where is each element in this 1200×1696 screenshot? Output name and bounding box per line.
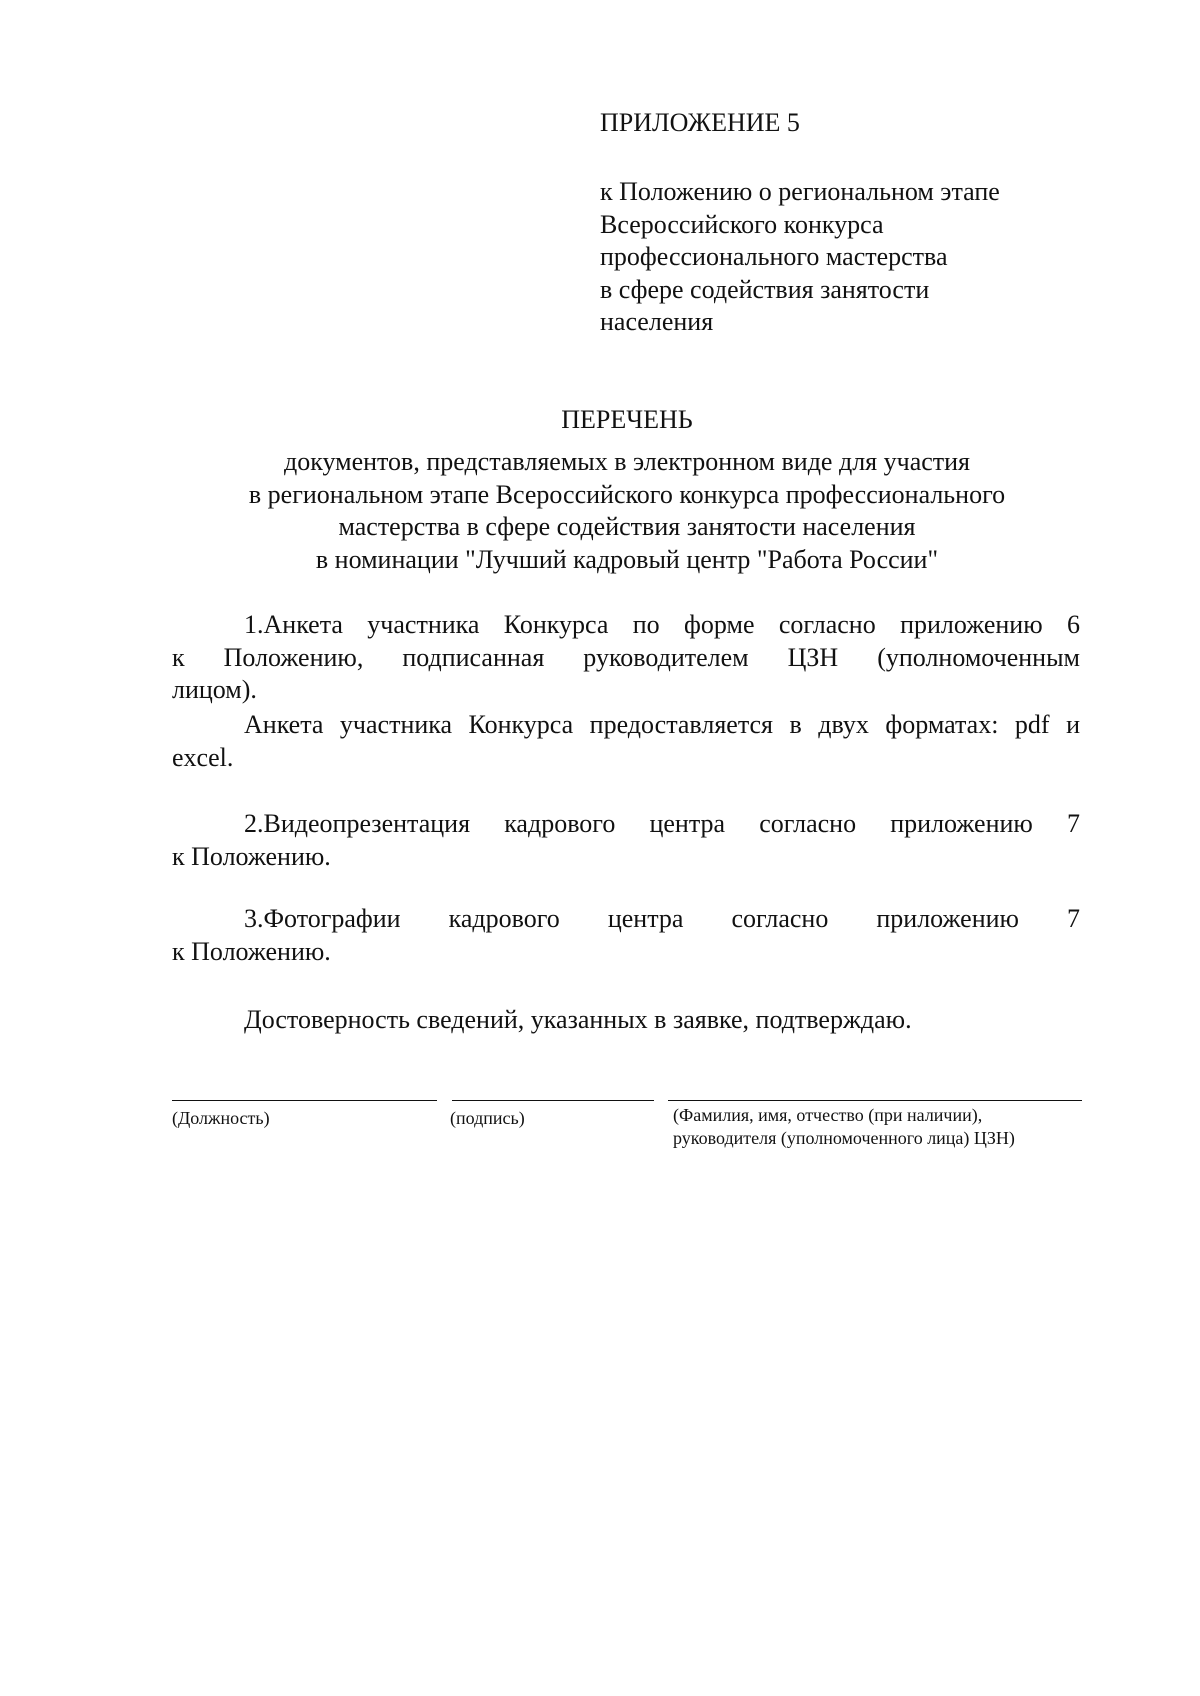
list-item-line: лицом). [172, 675, 257, 704]
list-subtitle [0, 446, 1200, 576]
list-item-3 [172, 903, 1080, 968]
list-item-2 [172, 808, 1080, 873]
signature-line [452, 1100, 654, 1101]
list-item-1 [172, 609, 1080, 707]
confirmation-statement [172, 1004, 1080, 1037]
name-label-line: (Фамилия, имя, отчество (при наличии), [673, 1105, 983, 1125]
list-item-line: к Положению, подписанная руководителем ЦЗН (уполномоченным [172, 642, 1080, 672]
appendix-subtitle [600, 176, 1000, 339]
list-subtitle-line: в номинации "Лучший кадровый центр "Работа России" [315, 544, 939, 574]
list-subtitle-line: в региональном этапе Всероссийского конкурса профессионального [248, 479, 1006, 509]
list-item-line: excel. [172, 742, 234, 772]
signature-label: (подпись) [450, 1108, 525, 1128]
list-item-line: к Положению. [172, 936, 331, 966]
position-label: (Должность) [172, 1108, 270, 1128]
list-item-line: 3.Фотографии кадрового центра согласно приложению 7 [244, 904, 1080, 933]
list-item-line: 2.Видеопрезентация кадрового центра согласно приложению 7 [244, 809, 1080, 838]
list-item-line: 1.Анкета участника Конкурса по форме согласно приложению 6 [244, 610, 1080, 639]
position-signature-line [172, 1100, 437, 1101]
appendix-subtitle-line: в сфере содействия занятости [600, 274, 930, 304]
list-item-line: Анкета участника Конкурса предоставляется в двух форматах: pdf и [244, 710, 1080, 739]
confirmation-text: Достоверность сведений, указанных в заявке, подтверждаю. [244, 1005, 912, 1034]
list-item-line: к Положению. [172, 841, 331, 871]
appendix-subtitle-line: к Положению о региональном этапе [600, 177, 1000, 206]
name-label-line: руководителя (уполномоченного лица) ЦЗН) [673, 1128, 1015, 1148]
appendix-subtitle-line: населения [600, 307, 714, 336]
list-subtitle-line: документов, представляемых в электронном виде для участия [283, 447, 971, 476]
list-item-1-note [172, 709, 1080, 774]
appendix-subtitle-line: Всероссийского конкурса [600, 209, 884, 239]
appendix-title: ПРИЛОЖЕНИЕ 5 [600, 108, 800, 137]
list-subtitle-line: мастерства в сфере содействия занятости населения [338, 512, 916, 541]
appendix-subtitle-line: профессионального мастерства [600, 242, 948, 271]
list-title: ПЕРЕЧЕНЬ [561, 405, 693, 434]
name-label [673, 1104, 1015, 1150]
name-signature-line [668, 1100, 1082, 1101]
